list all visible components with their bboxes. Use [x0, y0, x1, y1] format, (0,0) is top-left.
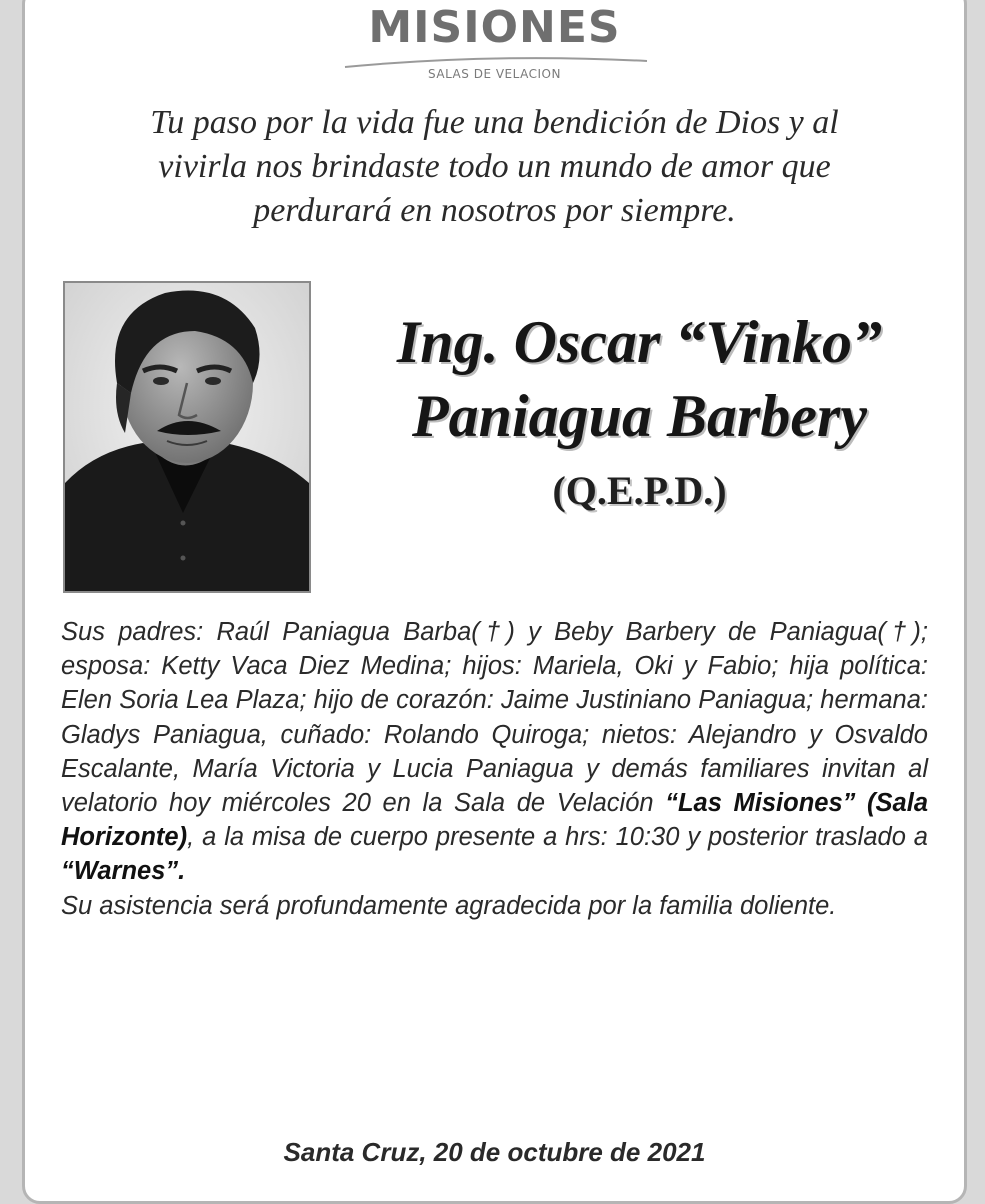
announcement-body [61, 615, 928, 923]
quote-line-3: perdurará en nosotros por siempre. [253, 192, 736, 229]
announcement-mass: , a la misa de cuerpo presente a hrs: 10:30 y posterior traslado a [187, 823, 928, 852]
logo-name: MISIONES [368, 2, 621, 53]
deceased-name-line-2: Paniagua Barbery [411, 383, 868, 449]
qepd-label: (Q.E.P.D.) [552, 468, 727, 513]
logo-subtitle: SALAS DE VELACION [428, 67, 561, 81]
memorial-quote [65, 101, 924, 233]
obituary-card [22, 0, 967, 1204]
deceased-portrait [63, 281, 311, 593]
deceased-name-line-1: Ing. Oscar “Vinko” [396, 309, 883, 375]
portrait-image [65, 283, 309, 591]
deceased-name-block [325, 305, 954, 521]
announcement-paragraph [61, 615, 928, 889]
quote-line-1: Tu paso por la vida fue una bendición de Dios y al [150, 104, 839, 141]
place-date: Santa Cruz, 20 de octubre de 2021 [283, 1137, 706, 1167]
funeral-home-logo [25, 3, 964, 93]
announcement-intro: Sus padres: Raúl Paniagua Barba(†) y Beby Barbery de Paniagua(†); esposa: Ketty Vaca Diez Medina; hijos: Mariela, Oki y Fabio; hija política: Elen Soria Lea Plaza; hijo de corazón: Jaime Justiniano Paniagua; hermana: Gladys Paniagua, cuñado: Rolando Quiroga; nietos: Alejandro y Osvaldo Escalante, María Victoria y Lucia Paniagua y demás familiares invitan al velatorio hoy miércoles 20 en la Sala de Velación [61, 618, 928, 818]
announcement-closing: Su asistencia será profundamente agradecida por la familia doliente. [61, 891, 837, 920]
venue-name: “Las Misiones” (Sala Horizonte) [61, 789, 928, 852]
quote-line-2: vivirla nos brindaste todo un mundo de amor que [158, 148, 831, 185]
destination-name: “Warnes”. [61, 857, 186, 886]
